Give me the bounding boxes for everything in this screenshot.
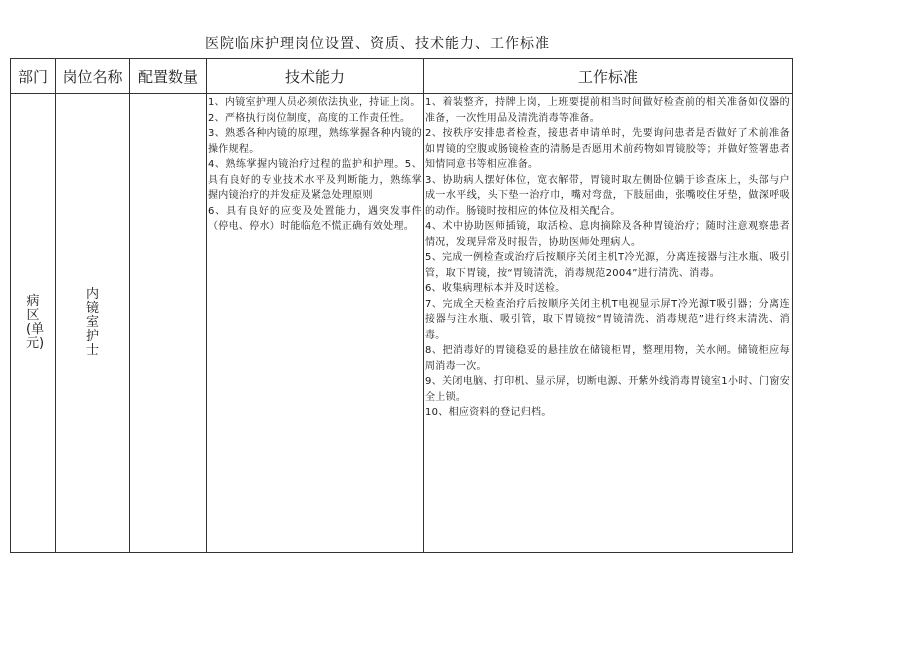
quota-cell — [130, 94, 207, 553]
header-row — [11, 59, 793, 94]
standard-item: 10、相应资料的登记归档。 — [425, 407, 552, 418]
table-row — [11, 94, 793, 553]
skill-item: 3、熟悉各种内镜的原理，熟练掌握各种内镜的操作规程。 — [208, 128, 422, 155]
standards-table — [10, 58, 793, 553]
standard-item: 9、关闭电脑、打印机、显示屏，切断电源、开紫外线消毒胃镜室1小时、门窗安全上锁。 — [425, 376, 790, 403]
standard-item: 1、着装整齐，持牌上岗，上班要提前相当时间做好检查前的相关准备如仪器的准备，一次性用品及清洗消毒等准备。 — [425, 97, 790, 124]
standard-item: 5、完成一例检查或治疗后按顺序关闭主机T冷光源，分离连接器与注水瓶、吸引管，取下胃镜，按“胃镜清洗，消毒规范2004”进行清洗、消毒。 — [425, 252, 790, 279]
standard-item: 2、按秩序安排患者检查，接患者申请单时，先要询问患者是否做好了术前准备如胃镜的空腹或肠镜检查的清肠是否愿用术前药物如胃镜胶等；并做好签署患者知情同意书等相应准备。 — [425, 128, 790, 170]
dept-cell — [11, 94, 56, 553]
header-position: 岗位名称 — [56, 59, 130, 94]
standard-item: 4、术中协助医师插镜，取活检、息肉摘除及各种胃镜治疗；随时注意观察患者情况，发现异常及时报告，协助医师处理病人。 — [425, 221, 790, 248]
standard-item: 3、协助病人摆好体位，宽衣解带，胃镜时取左侧卧位躺于诊查床上，头部与户成一水平线，头下垫一治疗巾，嘴对弯盘，下肢屈曲，张嘴咬住牙垫，做深呼吸的动作。肠镜时按相应的体位及相关配合。 — [425, 174, 790, 217]
skill-item: 1、内镜室护理人员必须依法执业，持证上岗。 — [208, 97, 421, 108]
dept-value: 病区(单元) — [26, 294, 45, 351]
standard-item: 6、收集病理标本并及时送检。 — [425, 283, 566, 294]
document-title: 医院临床护理岗位设置、资质、技术能力、工作标准 — [205, 36, 550, 52]
standards-cell — [424, 94, 793, 553]
header-skills: 技术能力 — [207, 59, 424, 94]
skill-item: 6、具有良好的应变及处置能力，遇突发事件（停电、停水）时能临危不慌正确有效处理。 — [208, 205, 422, 232]
header-standards: 工作标准 — [424, 59, 793, 94]
header-dept: 部门 — [11, 59, 56, 94]
position-value: 内镜室护士 — [85, 287, 99, 358]
standard-item: 8、把消毒好的胃镜稳妥的悬挂放在储镜柜胃，整理用物，关水闸。储镜柜应每周消毒一次。 — [425, 345, 790, 372]
standard-item: 7、完成全天检查治疗后按顺序关闭主机T电视显示屏T冷光源T吸引器；分离连接器与注水瓶、吸引管，取下胃镜按“胃镜清洗、消毒规范”进行终末清洗、消毒。 — [425, 298, 790, 341]
header-quota: 配置数量 — [130, 59, 207, 94]
skill-item: 4、熟练掌握内镜治疗过程的监护和护理。5、具有良好的专业技术水平及判断能力，熟练掌握内镜治疗的并发症及紧急处理原则 — [208, 159, 422, 201]
skill-item: 2、严格执行岗位制度，高度的工作责任性。 — [208, 112, 411, 124]
skills-cell — [207, 94, 424, 553]
position-cell — [56, 94, 130, 553]
